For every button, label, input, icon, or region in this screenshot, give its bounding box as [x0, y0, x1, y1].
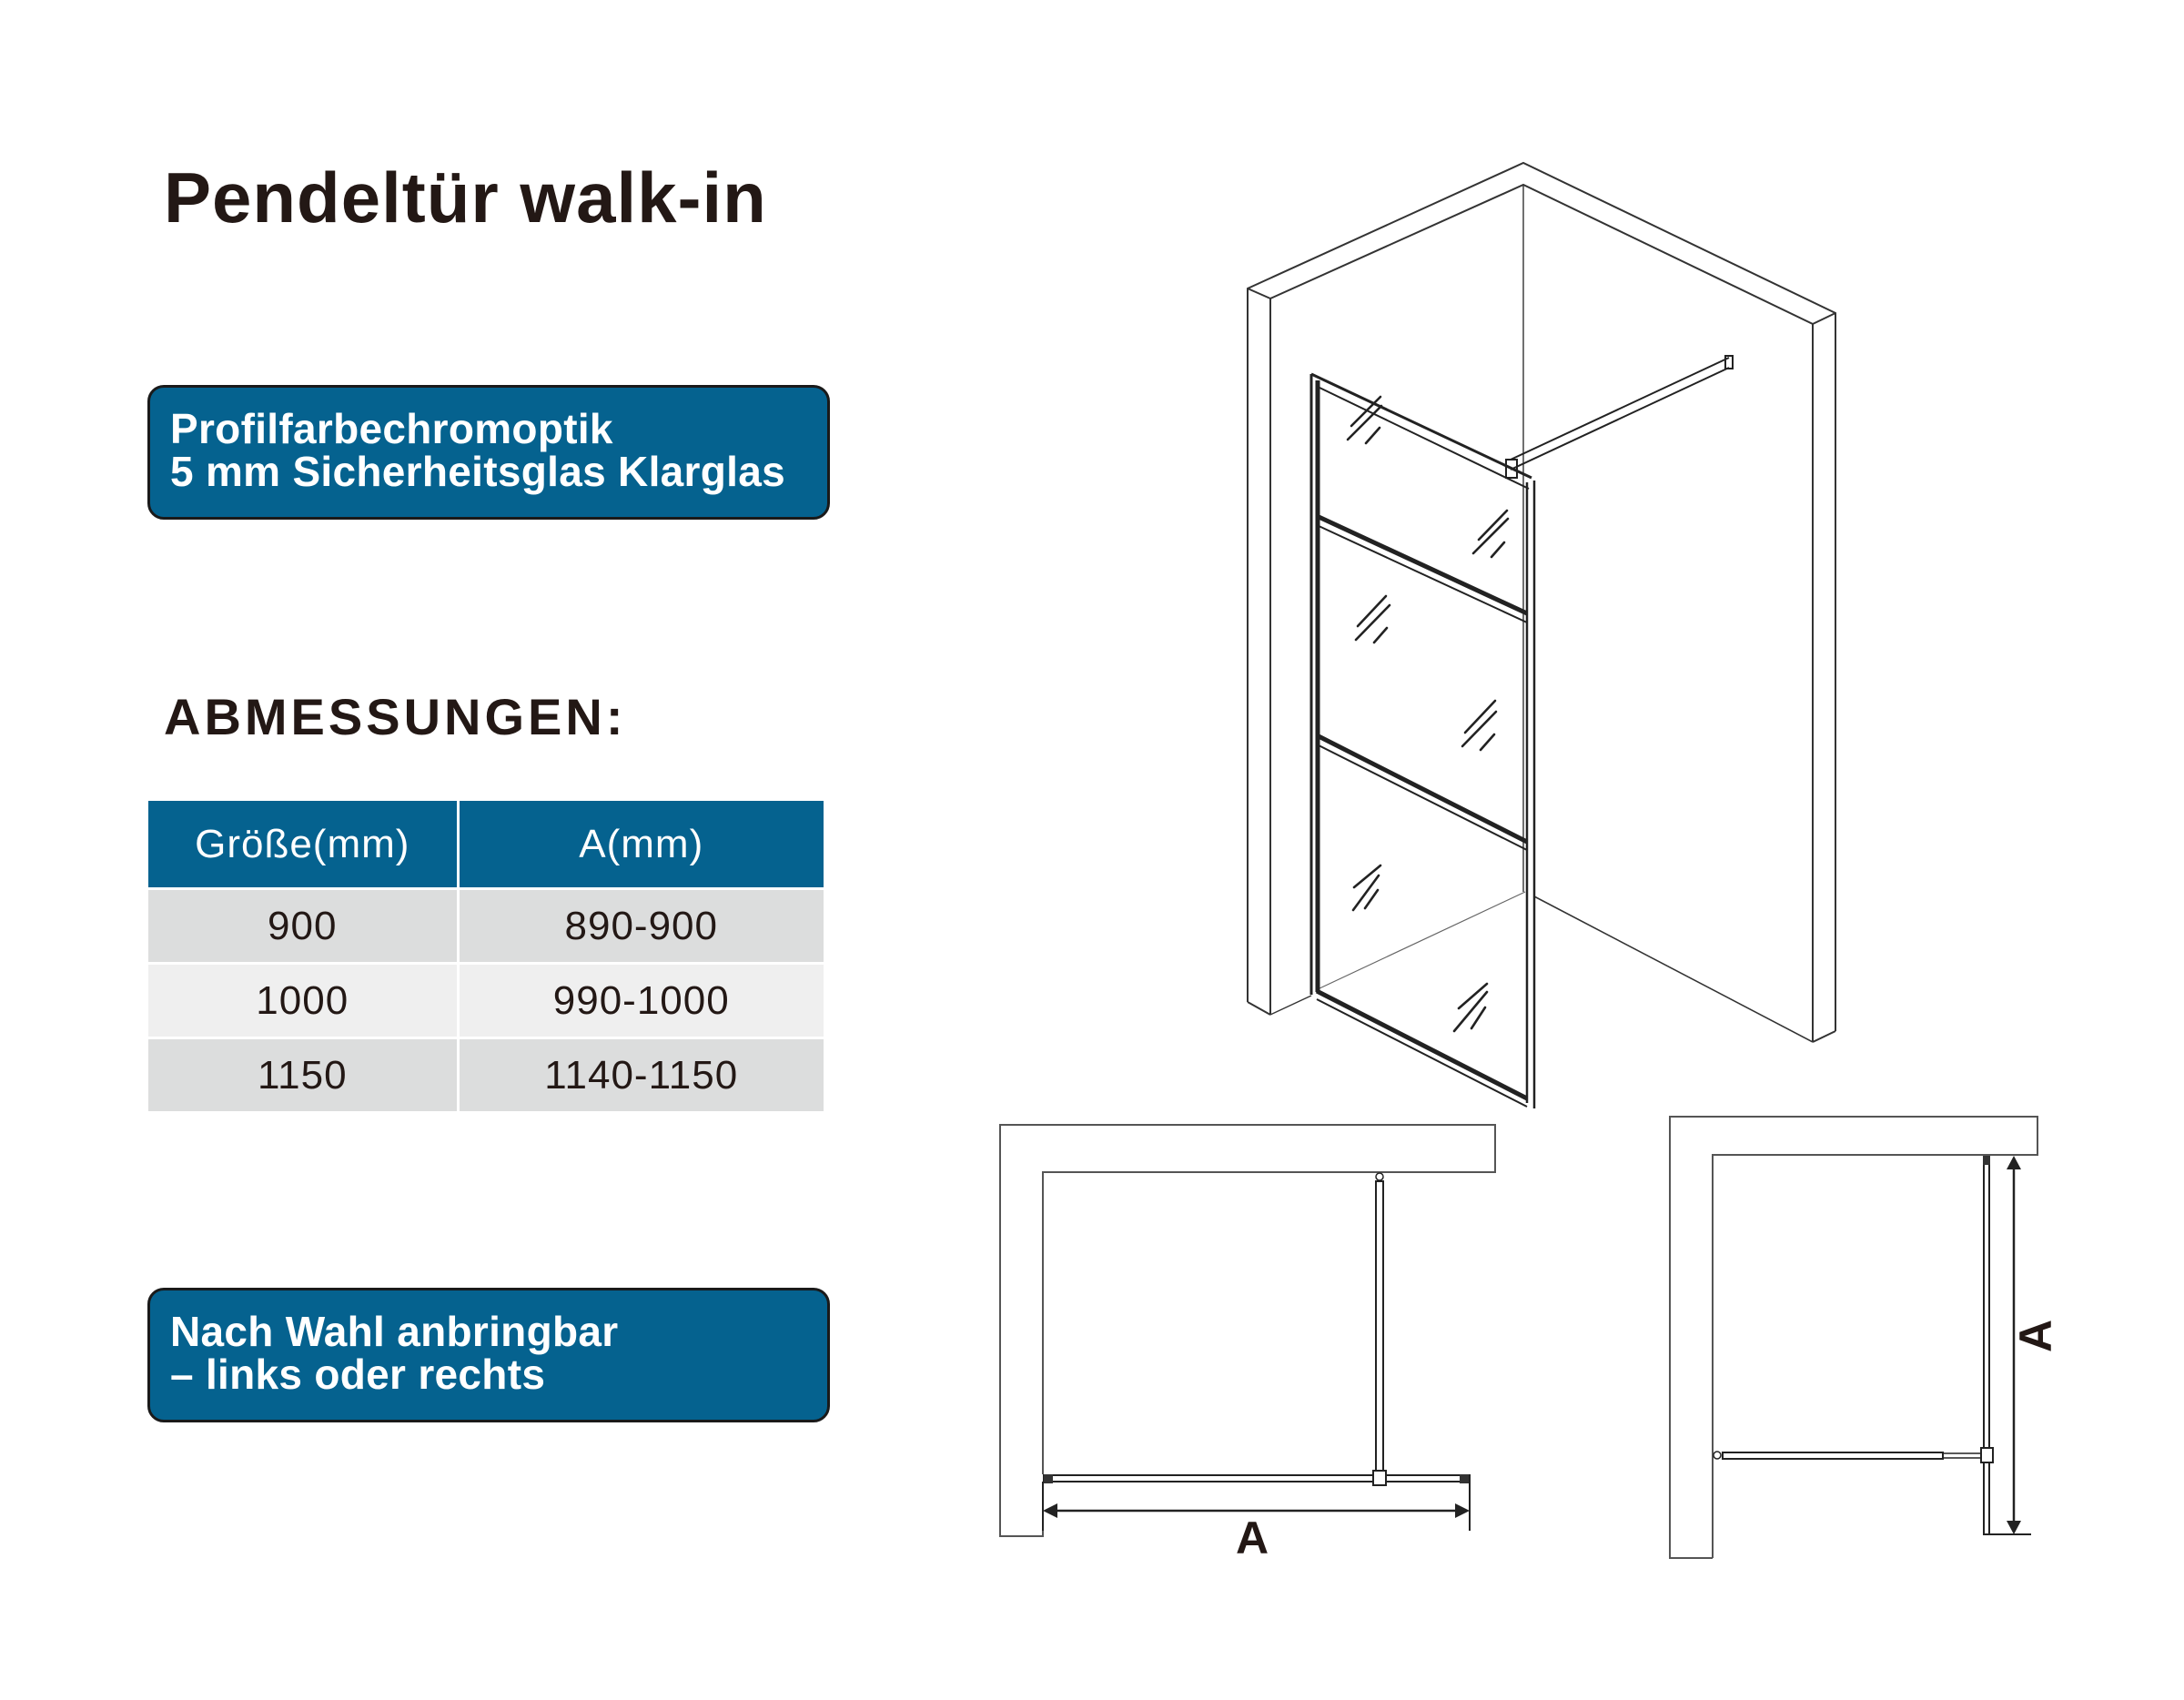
cell-size: 1150 [148, 1038, 458, 1112]
feature-line: Nach Wahl anbringbar [170, 1308, 619, 1355]
dimensions-heading: ABMESSUNGEN: [164, 688, 627, 745]
isometric-drawing [1248, 163, 1835, 1042]
dimension-label-a-vertical: A [2010, 1319, 2061, 1353]
plan-view-left [1000, 1125, 1495, 1563]
cell-size: 900 [148, 889, 458, 964]
feature-line: Profilfarbechromoptik [170, 405, 613, 452]
cell-size: 1000 [148, 964, 458, 1038]
glass-door-panel [1311, 356, 1733, 1108]
plan-view-right [1670, 1117, 2061, 1558]
column-header-a: A(mm) [458, 801, 824, 889]
cell-a: 890-900 [458, 889, 824, 964]
column-header-size: Größe(mm) [148, 801, 458, 889]
dimension-label-a: A [1235, 1513, 1269, 1563]
feature-line: – links oder rechts [170, 1351, 546, 1398]
cell-a: 990-1000 [458, 964, 824, 1038]
page-title: Pendeltür walk-in [164, 157, 767, 238]
feature-line: 5 mm Sicherheitsglas Klarglas [170, 448, 785, 495]
cell-a: 1140-1150 [458, 1038, 824, 1112]
